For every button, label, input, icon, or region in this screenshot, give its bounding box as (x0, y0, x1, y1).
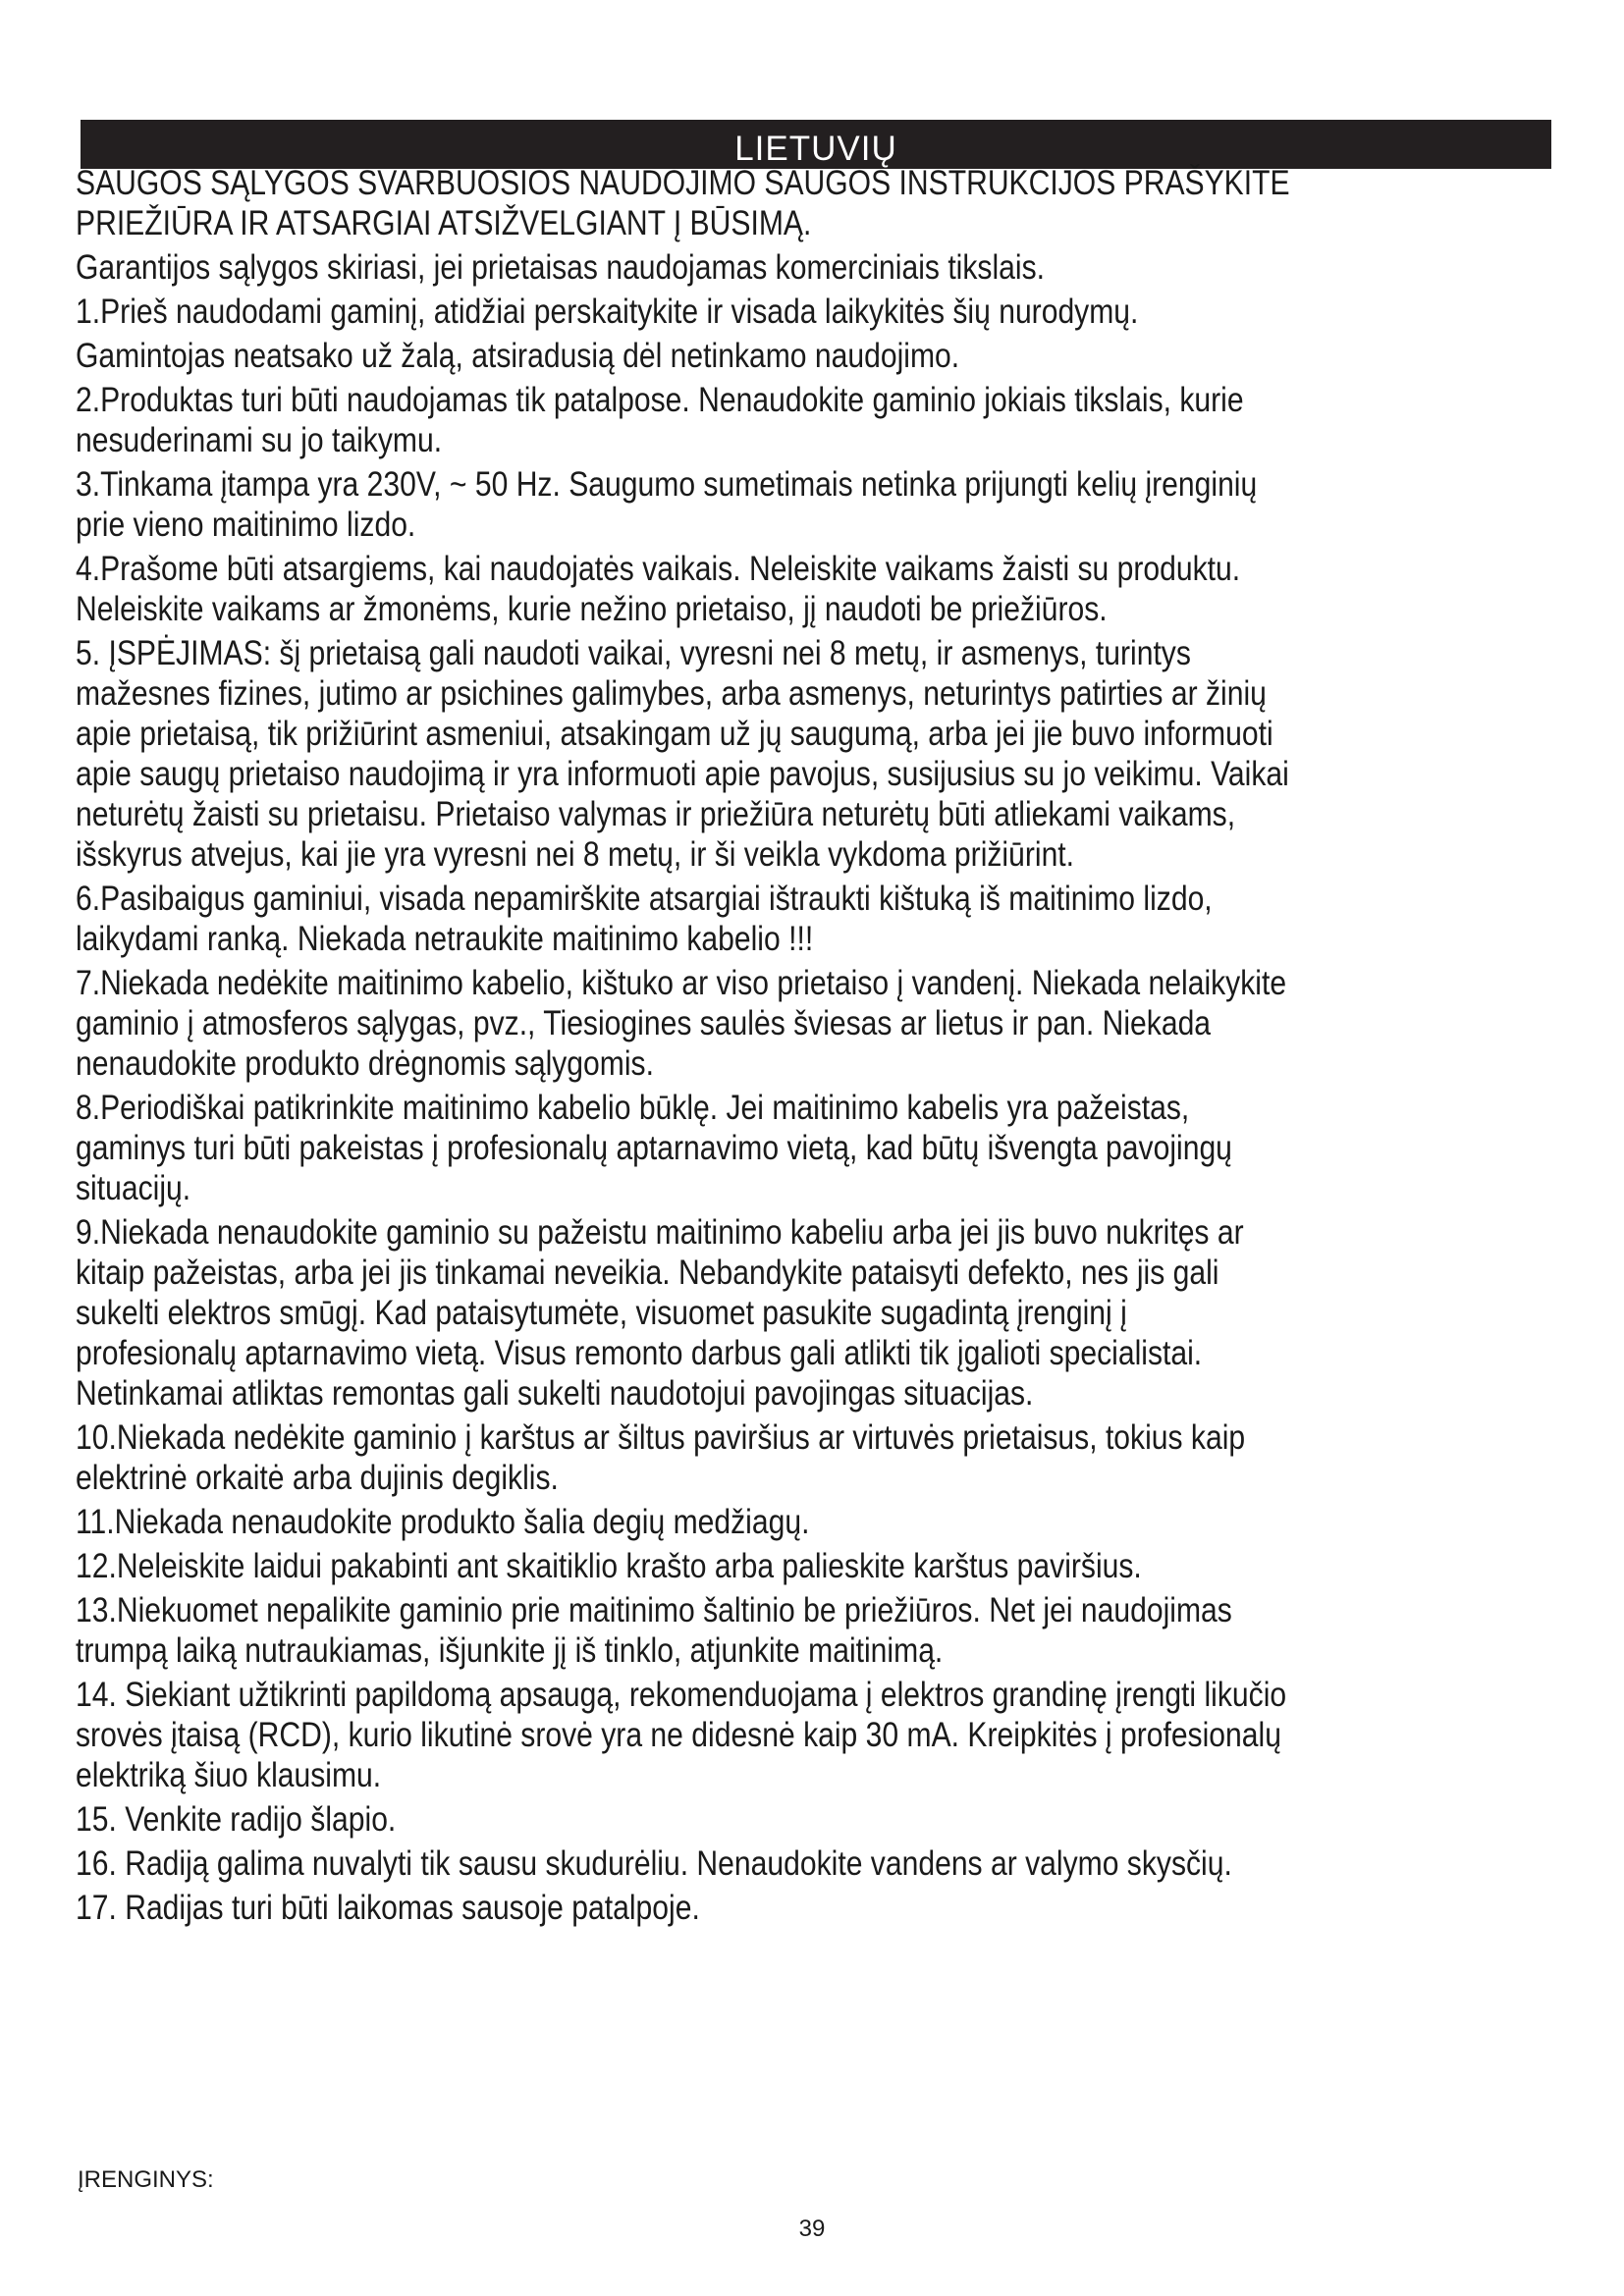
text-line: neturėtų žaisti su prietaisu. Prietaiso valymas ir priežiūra neturėtų būti atliekami vaikams, (76, 795, 1236, 833)
text-line: PRIEŽIŪRA IR ATSARGIAI ATSIŽVELGIANT Į BŪSIMĄ. (76, 204, 812, 242)
text-line: situacijų. (76, 1169, 191, 1207)
text-line: Gamintojas neatsako už žalą, atsiradusią dėl netinkamo naudojimo. (76, 337, 960, 375)
text-line: 7.Niekada nedėkite maitinimo kabelio, kištuko ar viso prietaiso į vandenį. Niekada nelaikykite (76, 964, 1287, 1002)
text-line: Netinkamai atliktas remontas gali sukelti naudotojui pavojingas situacijas. (76, 1374, 1034, 1413)
text-line: prie vieno maitinimo lizdo. (76, 506, 416, 544)
text-line: apie prietaisą, tik prižiūrint asmeniui, atsakingam už jų saugumą, arba jei jie buvo informuoti (76, 715, 1273, 753)
text-line: 6.Pasibaigus gaminiui, visada nepamirškite atsargiai ištraukti kištuką iš maitinimo lizdo, (76, 880, 1213, 918)
text-line: 8.Periodiškai patikrinkite maitinimo kabelio būklę. Jei maitinimo kabelis yra pažeistas, (76, 1089, 1190, 1127)
text-line: srovės įtaisą (RCD), kurio likutinė srovė yra ne didesnė kaip 30 mA. Kreipkitės į profesionalų (76, 1716, 1281, 1754)
text-line: 10.Niekada nedėkite gaminio į karštus ar šiltus paviršius ar virtuvės prietaisus, tokius kaip (76, 1418, 1246, 1457)
text-line: nesuderinami su jo taikymu. (76, 421, 443, 459)
text-line: 4.Prašome būti atsargiems, kai naudojatės vaikais. Neleiskite vaikams žaisti su produktu. (76, 550, 1241, 588)
text-line: 12.Neleiskite laidui pakabinti ant skaitiklio krašto arba palieskite karštus paviršius. (76, 1547, 1142, 1585)
text-line: elektrinė orkaitė arba dujinis degiklis. (76, 1459, 559, 1497)
text-line: 15. Venkite radijo šlapio. (76, 1800, 397, 1839)
page-number: 39 (798, 2216, 826, 2242)
text-line: kitaip pažeistas, arba jei jis tinkamai neveikia. Nebandykite pataisyti defekto, nes jis gali (76, 1254, 1219, 1292)
text-line: profesionalų aptarnavimo vietą. Visus remonto darbus gali atlikti tik įgalioti specialistai. (76, 1334, 1203, 1372)
text-line: 2.Produktas turi būti naudojamas tik patalpose. Nenaudokite gaminio jokiais tikslais, kurie (76, 381, 1244, 419)
text-line: 3.Tinkama įtampa yra 230V, ~ 50 Hz. Saugumo sumetimais netinka prijungti kelių įrenginių (76, 465, 1258, 504)
text-line: 16. Radiją galima nuvalyti tik sausu skudurėliu. Nenaudokite vandens ar valymo skysčių. (76, 1844, 1232, 1883)
text-line: išskyrus atvejus, kai jie yra vyresni nei 8 metų, ir ši veikla vykdoma prižiūrint. (76, 835, 1075, 874)
text-line: 17. Radijas turi būti laikomas sausoje patalpoje. (76, 1889, 700, 1927)
device-label: ĮRENGINYS: (78, 2166, 214, 2193)
language-header-bar (81, 120, 1551, 169)
safety-instructions-text (76, 163, 1558, 1928)
text-line: trumpą laiką nutraukiamas, išjunkite jį iš tinklo, atjunkite maitinimą. (76, 1631, 944, 1670)
text-line: elektriką šiuo klausimu. (76, 1756, 382, 1794)
text-line: Neleiskite vaikams ar žmonėms, kurie nežino prietaiso, jį naudoti be priežiūros. (76, 590, 1108, 628)
text-line: apie saugų prietaiso naudojimą ir yra informuoti apie pavojus, susijusius su jo veikimu. Vaikai (76, 755, 1289, 793)
text-line: sukelti elektros smūgį. Kad pataisytumėte, visuomet pasukite sugadintą įrenginį į (76, 1294, 1127, 1332)
text-line: SAUGOS SĄLYGOS SVARBUOSIOS NAUDOJIMO SAUGOS INSTRUKCIJOS PRAŠYKITE (76, 164, 1290, 202)
text-line: 1.Prieš naudodami gaminį, atidžiai perskaitykite ir visada laikykitės šių nurodymų. (76, 293, 1139, 331)
text-line: laikydami ranką. Niekada netraukite maitinimo kabelio !!! (76, 920, 814, 958)
text-line: 13.Niekuomet nepalikite gaminio prie maitinimo šaltinio be priežiūros. Net jei naudojimas (76, 1591, 1232, 1629)
text-line: Garantijos sąlygos skiriasi, jei prietaisas naudojamas komerciniais tikslais. (76, 248, 1045, 287)
language-title: LIETUVIŲ (734, 130, 897, 168)
text-line: 14. Siekiant užtikrinti papildomą apsaugą, rekomenduojama į elektros grandinę įrengti likučio (76, 1676, 1287, 1714)
text-line: 11.Niekada nenaudokite produkto šalia degių medžiagų. (76, 1503, 810, 1541)
text-line: nenaudokite produkto drėgnomis sąlygomis. (76, 1044, 654, 1083)
text-line: gaminys turi būti pakeistas į profesionalų aptarnavimo vietą, kad būtų išvengta pavojingų (76, 1129, 1232, 1167)
text-line: 5. ĮSPĖJIMAS: šį prietaisą gali naudoti vaikai, vyresni nei 8 metų, ir asmenys, turintys (76, 634, 1191, 672)
text-line: gaminio į atmosferos sąlygas, pvz., Tiesiogines saulės šviesas ar lietus ir pan. Niekada (76, 1004, 1212, 1042)
text-line: 9.Niekada nenaudokite gaminio su pažeistu maitinimo kabeliu arba jei jis buvo nukritęs ar (76, 1213, 1244, 1252)
text-line: mažesnes fizines, jutimo ar psichines galimybes, arba asmenys, neturintys patirties ar žinių (76, 674, 1267, 713)
